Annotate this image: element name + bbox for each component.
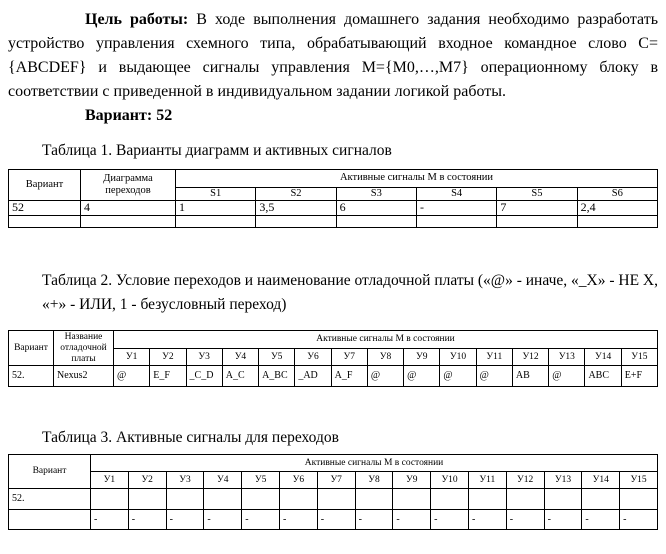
table3-row2-u15: -: [620, 510, 658, 530]
table1-cell-s5: 7: [497, 201, 577, 216]
table3-row2-u7: -: [317, 510, 355, 530]
table2-col-u5: У5: [259, 349, 295, 366]
table3-col-u4: У4: [204, 472, 242, 489]
table1-col-group: Активные сигналы М в состоянии: [176, 170, 658, 188]
table3-cell-u3: [166, 489, 204, 510]
table3-row2-u9: -: [393, 510, 431, 530]
table3-row2-u8: -: [355, 510, 393, 530]
table3-cell-u11: [468, 489, 506, 510]
table1-data-row: [9, 201, 658, 216]
table2-col-board: Название отладочной платы: [54, 331, 114, 366]
table2-cell-u1: @: [114, 366, 150, 387]
table2: [8, 330, 658, 387]
table3-col-u7: У7: [317, 472, 355, 489]
table3-row2-u12: -: [506, 510, 544, 530]
table2-col-u1: У1: [114, 349, 150, 366]
table2-col-u15: У15: [621, 349, 657, 366]
table3-cell-u14: [582, 489, 620, 510]
table3-col-u9: У9: [393, 472, 431, 489]
intro-body: В ходе выполнения домашнего задания необходимо разработать устройство управления схемного типа, обрабатывающий входное командное слово С={ABCDEF} и выдающее сигналы управления М={М0,…,М7} операционному блоку в соответствии с приведенной в индивидуальном задании логикой работы.: [8, 11, 659, 100]
table2-col-group: Активные сигналы М в состоянии: [114, 331, 658, 349]
table3-col-u2: У2: [128, 472, 166, 489]
table3-col-u14: У14: [582, 472, 620, 489]
table1-caption: Таблица 1. Варианты диаграмм и активных сигналов: [42, 142, 392, 159]
table1-cell-s2: 3,5: [256, 201, 336, 216]
table1-cell-s1: 1: [176, 201, 256, 216]
table3-cell-u9: [393, 489, 431, 510]
table3-row2-u11: -: [468, 510, 506, 530]
table3-cell-u15: [620, 489, 658, 510]
table2-data-row: [9, 366, 658, 387]
table3-cell-u8: [355, 489, 393, 510]
table2-col-u13: У13: [549, 349, 585, 366]
table3-row2-u1: -: [91, 510, 129, 530]
variant-line: Вариант: 52: [85, 107, 173, 124]
intro-paragraph: [8, 8, 658, 104]
table3-cell-u7: [317, 489, 355, 510]
table3-col-u15: У15: [620, 472, 658, 489]
table1-col-diagram: Диаграмма переходов: [81, 170, 176, 201]
table3-cell-u2: [128, 489, 166, 510]
table3-col-group: Активные сигналы М в состоянии: [91, 455, 658, 472]
table2-col-u8: У8: [367, 349, 403, 366]
table1-cell-variant: 52: [9, 201, 81, 216]
table2-cell-u14: ABC: [585, 366, 621, 387]
table2-cell-u13: @: [549, 366, 585, 387]
table2-col-u3: У3: [186, 349, 222, 366]
table2-col-u12: У12: [512, 349, 548, 366]
table1-col-s2: S2: [256, 188, 336, 201]
table3-caption: Таблица 3. Активные сигналы для переходов: [42, 429, 339, 447]
table2-cell-variant: 52.: [9, 366, 54, 387]
table3-col-u6: У6: [279, 472, 317, 489]
table2-header-row-1: [9, 331, 658, 349]
table3-header-row-2: [9, 472, 658, 489]
intro-lead: Цель работы:: [85, 11, 189, 28]
table3-col-u12: У12: [506, 472, 544, 489]
table3-col-u1: У1: [91, 472, 129, 489]
table2-cell-u4: A_C: [222, 366, 258, 387]
table1: [8, 169, 658, 228]
table2-caption: Таблица 2. Условие переходов и наименование отладочной платы («@» - иначе, «_Х» - НЕ Х, «+» - ИЛИ, 1 - безусловный переход): [42, 272, 658, 314]
table3-row2-u3: -: [166, 510, 204, 530]
table2-cell-u6: _AD: [295, 366, 331, 387]
table2-cell-u12: AB: [512, 366, 548, 387]
table1-col-s6: S6: [577, 188, 657, 201]
table3-col-u5: У5: [242, 472, 280, 489]
table3-col-u8: У8: [355, 472, 393, 489]
table3-col-variant: Вариант: [9, 455, 91, 489]
table2-cell-u9: @: [404, 366, 440, 387]
table3-row2-u10: -: [431, 510, 469, 530]
table2-cell-u11: @: [476, 366, 512, 387]
table1-col-s1: S1: [176, 188, 256, 201]
table2-col-variant: Вариант: [9, 331, 54, 366]
table3-row2-u4: -: [204, 510, 242, 530]
table1-cell-s6: 2,4: [577, 201, 657, 216]
table3-data-row-1: [9, 489, 658, 510]
table3-col-u11: У11: [468, 472, 506, 489]
table2-cell-u15: E+F: [621, 366, 657, 387]
table2-cell-u10: @: [440, 366, 476, 387]
table3-cell-u12: [506, 489, 544, 510]
table3-row2-u14: -: [582, 510, 620, 530]
table2-col-u2: У2: [150, 349, 186, 366]
table3-cell-u4: [204, 489, 242, 510]
table2-cell-u3: _C_D: [186, 366, 222, 387]
table1-header-row-1: [9, 170, 658, 188]
table3-cell-u6: [279, 489, 317, 510]
table1-empty-row: [9, 216, 658, 228]
table3-col-u3: У3: [166, 472, 204, 489]
table3-cell-variant: 52.: [9, 489, 91, 510]
table2-cell-u5: A_BC: [259, 366, 295, 387]
table2-col-u4: У4: [222, 349, 258, 366]
table3-cell-u5: [242, 489, 280, 510]
table2-col-u6: У6: [295, 349, 331, 366]
table1-cell-s4: -: [416, 201, 496, 216]
table3-row2-u13: -: [544, 510, 582, 530]
table3: [8, 454, 658, 530]
table1-col-s4: S4: [416, 188, 496, 201]
table1-cell-diagram: 4: [81, 201, 176, 216]
table1-col-s5: S5: [497, 188, 577, 201]
table1-cell-s3: 6: [336, 201, 416, 216]
table2-col-u14: У14: [585, 349, 621, 366]
table3-row2-u6: -: [279, 510, 317, 530]
table2-cell-board: Nexus2: [54, 366, 114, 387]
table3-row2-u5: -: [242, 510, 280, 530]
table3-cell-u13: [544, 489, 582, 510]
table2-cell-u7: A_F: [331, 366, 367, 387]
table2-col-u10: У10: [440, 349, 476, 366]
table2-col-u11: У11: [476, 349, 512, 366]
table3-row2-u2: -: [128, 510, 166, 530]
table2-col-u9: У9: [404, 349, 440, 366]
table3-header-row-1: [9, 455, 658, 472]
table3-cell-u10: [431, 489, 469, 510]
table1-col-variant: Вариант: [9, 170, 81, 201]
table3-col-u10: У10: [431, 472, 469, 489]
table2-col-u7: У7: [331, 349, 367, 366]
table2-cell-u8: @: [367, 366, 403, 387]
table3-data-row-2: [9, 510, 658, 530]
table2-cell-u2: E_F: [150, 366, 186, 387]
table3-cell-u1: [91, 489, 129, 510]
table3-row2-variant: [9, 510, 91, 530]
table3-col-u13: У13: [544, 472, 582, 489]
table1-col-s3: S3: [336, 188, 416, 201]
